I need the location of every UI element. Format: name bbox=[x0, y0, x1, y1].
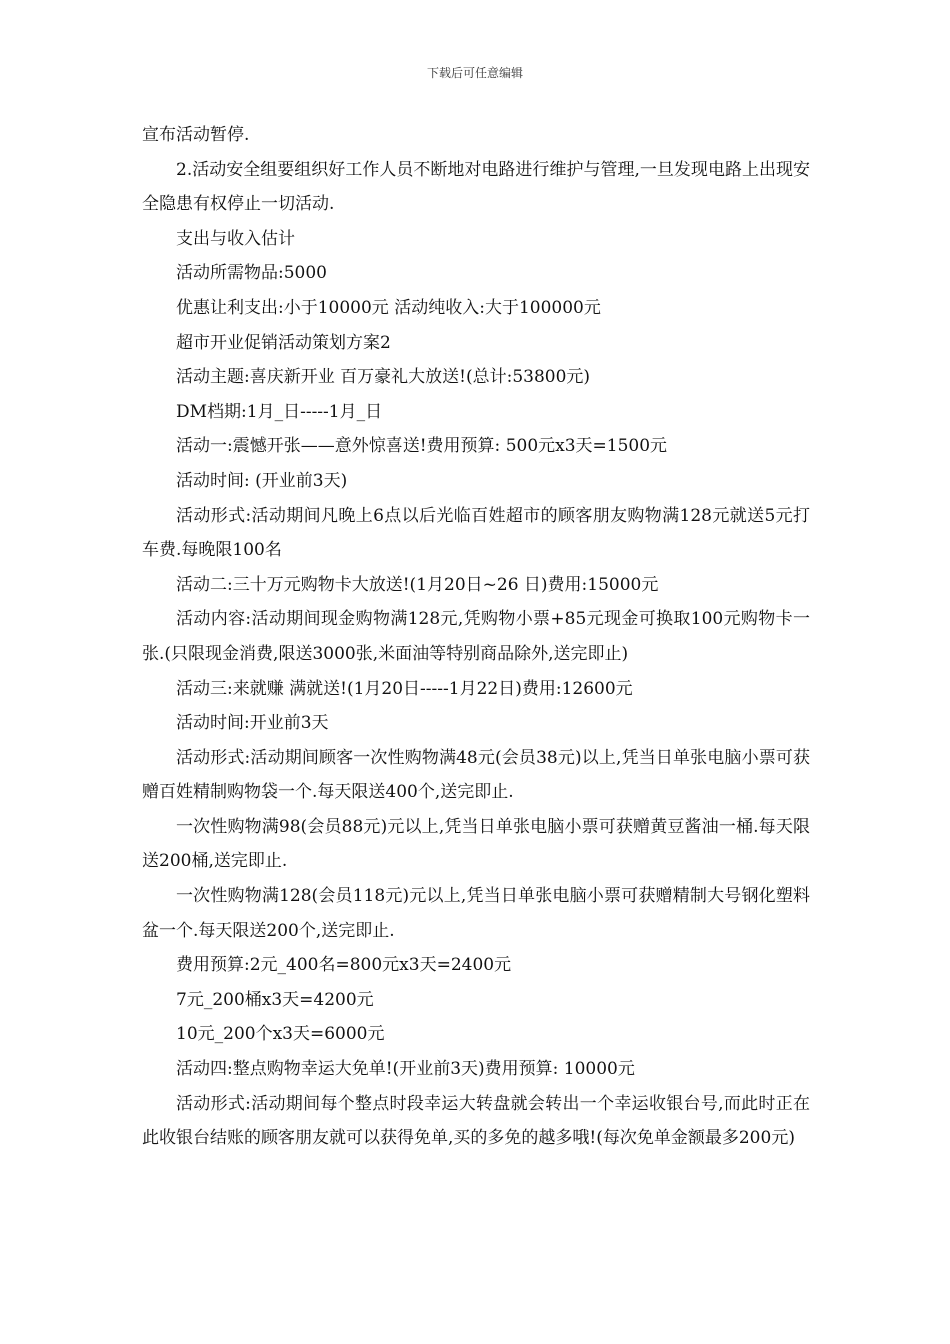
paragraph: 活动主题:喜庆新开业 百万豪礼大放送!(总计:53800元) bbox=[176, 367, 591, 388]
paragraph: 10元_200个x3天=6000元 bbox=[176, 1024, 385, 1045]
paragraph: 活动所需物品:5000 bbox=[176, 263, 327, 284]
paragraph: 一次性购物满98(会员88元)元以上,凭当日单张电脑小票可获赠黄豆酱油一桶.每天限送200桶,送完即止. bbox=[142, 816, 810, 872]
paragraph: 活动一:震憾开张——意外惊喜送!费用预算: 500元x3天=1500元 bbox=[176, 436, 668, 457]
document-title: 超市开业促销活动策划方案2 bbox=[176, 332, 391, 353]
paragraph: 2.活动安全组要组织好工作人员不断地对电路进行维护与管理,一旦发现电路上出现安全隐患有权停止一切活动. bbox=[142, 159, 810, 215]
paragraph: 费用预算:2元_400名=800元x3天=2400元 bbox=[176, 955, 512, 976]
paragraph: 活动时间: (开业前3天) bbox=[176, 470, 348, 491]
section-heading: 支出与收入估计 bbox=[176, 228, 295, 249]
paragraph: 活动三:来就赚 满就送!(1月20日-----1月22日)费用:12600元 bbox=[176, 678, 633, 699]
paragraph: 活动形式:活动期间每个整点时段幸运大转盘就会转出一个幸运收银台号,而此时正在此收银台结账的顾客朋友就可以获得免单,买的多免的越多哦!(每次免单金额最多200元) bbox=[142, 1093, 810, 1149]
paragraph: 宣布活动暂停. bbox=[142, 125, 250, 145]
paragraph: 活动内容:活动期间现金购物满128元,凭购物小票+85元现金可换取100元购物卡一张.(只限现金消费,限送3000张,米面油等特别商品除外,送完即止) bbox=[142, 609, 810, 664]
paragraph: 一次性购物满128(会员118元)元以上,凭当日单张电脑小票可获赠精制大号钢化塑料盆一个.每天限送200个,送完即止. bbox=[142, 886, 810, 941]
paragraph: 活动时间:开业前3天 bbox=[176, 713, 329, 734]
page-header-note: 下载后可任意编辑 bbox=[426, 66, 523, 80]
document-body bbox=[142, 118, 810, 1156]
paragraph: 7元_200桶x3天=4200元 bbox=[176, 989, 374, 1010]
paragraph: 活动二:三十万元购物卡大放送!(1月20日~26 日)费用:15000元 bbox=[176, 574, 659, 595]
paragraph: 优惠让利支出:小于10000元 活动纯收入:大于100000元 bbox=[176, 297, 601, 318]
paragraph: 活动形式:活动期间顾客一次性购物满48元(会员38元)以上,凭当日单张电脑小票可获赠百姓精制购物袋一个.每天限送400个,送完即止. bbox=[142, 747, 810, 803]
paragraph: 活动形式:活动期间凡晚上6点以后光临百姓超市的顾客朋友购物满128元就送5元打车费.每晚限100名 bbox=[142, 505, 810, 561]
paragraph: DM档期:1月_日-----1月_日 bbox=[176, 401, 383, 422]
paragraph: 活动四:整点购物幸运大免单!(开业前3天)费用预算: 10000元 bbox=[176, 1059, 635, 1080]
